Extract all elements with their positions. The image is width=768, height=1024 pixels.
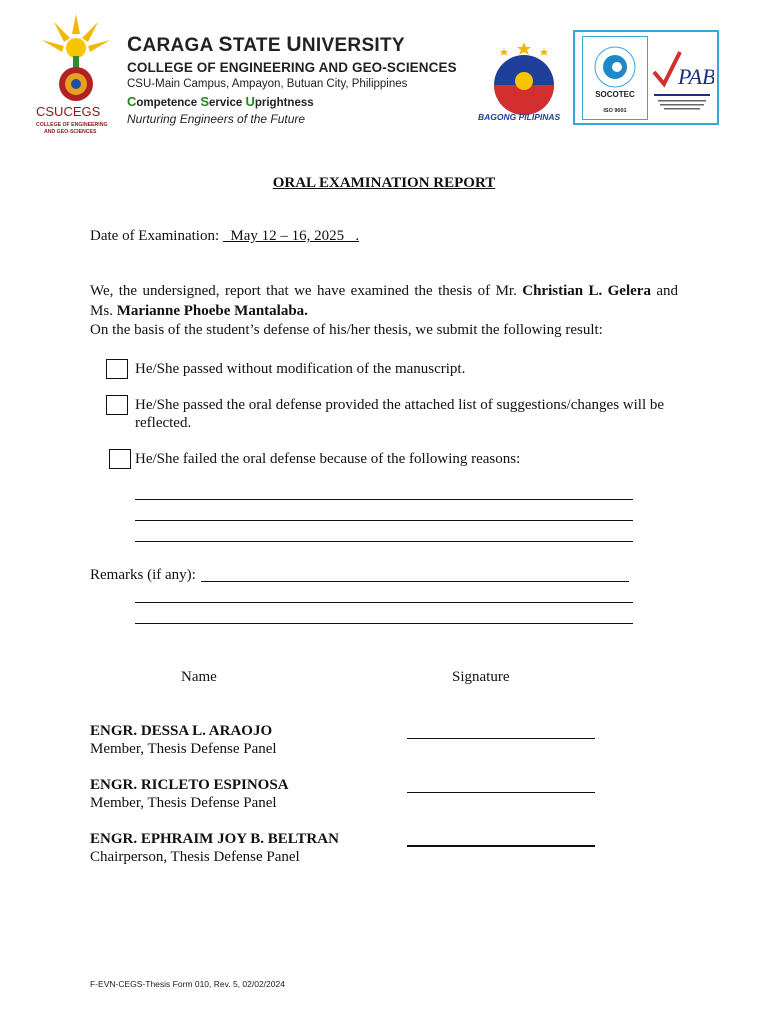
panel-member-2-signature-line[interactable] (407, 792, 595, 793)
signature-column-header: Signature (452, 669, 510, 685)
option-3-checkbox[interactable] (109, 449, 131, 469)
reason-line-2[interactable] (135, 520, 633, 521)
panel-member-2-name: ENGR. RICLETO ESPINOSA (90, 777, 289, 793)
panel-chair-role: Chairperson, Thesis Defense Panel (90, 849, 300, 865)
option-2-text: He/She passed the oral defense provided the attached list of suggestions/changes will be reflected. (135, 397, 665, 431)
remarks-line-3[interactable] (135, 623, 633, 624)
iso-label: ISO 9001 (603, 108, 627, 114)
option-1-checkbox[interactable] (106, 359, 128, 379)
panel-member-2-role: Member, Thesis Defense Panel (90, 795, 277, 811)
intro-ms: Ms. (90, 303, 113, 319)
college-name: COLLEGE OF ENGINEERING AND GEO-SCIENCES (127, 60, 457, 75)
option-3-text: He/She failed the oral defense because of the following reasons: (135, 451, 521, 467)
date-value: May 12 – 16, 2025 . (222, 228, 360, 244)
campus-address: CSU-Main Campus, Ampayon, Butuan City, Philippines (127, 78, 408, 90)
basis-text: On the basis of the student’s defense of his/her thesis, we submit the following result: (90, 322, 603, 338)
intro-paragraph (90, 281, 678, 321)
reason-line-1[interactable] (135, 499, 633, 500)
reason-line-3[interactable] (135, 541, 633, 542)
student-2-name: Marianne Phoebe Mantalaba. (116, 303, 308, 319)
motto-2: ervice (208, 97, 243, 109)
bagong-pilipinas-logo (478, 38, 574, 124)
letterhead (127, 33, 457, 126)
panel-member-1-signature-line[interactable] (407, 738, 595, 739)
form-footer: F-EVN-CEGS-Thesis Form 010, Rev. 5, 02/02/2024 (90, 979, 285, 989)
svg-text:AND GEO-SCIENCES: AND GEO-SCIENCES (44, 129, 97, 135)
date-of-examination (90, 228, 359, 245)
panel-chair-name: ENGR. EPHRAIM JOY B. BELTRAN (90, 831, 339, 847)
remarks-line-1[interactable] (201, 581, 629, 582)
student-1-name: Christian L. Gelera (522, 283, 651, 299)
date-label: Date of Examination: (90, 228, 220, 244)
pab-accreditation-logo (650, 38, 714, 122)
option-2-checkbox[interactable] (106, 395, 128, 415)
socotec-label: SOCOTEC (595, 90, 635, 99)
intro-text: We, the undersigned, report that we have examined the thesis of Mr. (90, 283, 517, 299)
remarks-line-2[interactable] (135, 602, 633, 603)
report-title: ORAL EXAMINATION REPORT (272, 175, 496, 191)
university-name (127, 33, 457, 57)
panel-member-1-role: Member, Thesis Defense Panel (90, 741, 277, 757)
university-name-text: CARAGA STATE UNIVERSITY (127, 33, 405, 56)
svg-text:COLLEGE OF ENGINEERING: COLLEGE OF ENGINEERING (36, 122, 108, 128)
motto-3: prightness (254, 97, 314, 109)
panel-member-1-name: ENGR. DESSA L. ARAOJO (90, 723, 273, 739)
bagong-label: BAGONG PILIPINAS (478, 112, 561, 122)
panel-chair-signature-line[interactable] (407, 845, 595, 847)
university-motto: Competence Service Uprightness (127, 94, 314, 109)
option-1-text: He/She passed without modification of the manuscript. (135, 361, 466, 377)
motto-1: ompetence (136, 97, 198, 109)
csu-cegs-logo (34, 12, 118, 140)
logo-text: CSUCEGS (36, 104, 101, 119)
name-column-header: Name (181, 669, 217, 685)
tagline: Nurturing Engineers of the Future (127, 112, 306, 126)
remarks-label: Remarks (if any): (90, 567, 196, 583)
socotec-iso-logo (582, 36, 648, 120)
intro-and: and (656, 283, 679, 299)
pab-label: PAB (678, 64, 714, 89)
